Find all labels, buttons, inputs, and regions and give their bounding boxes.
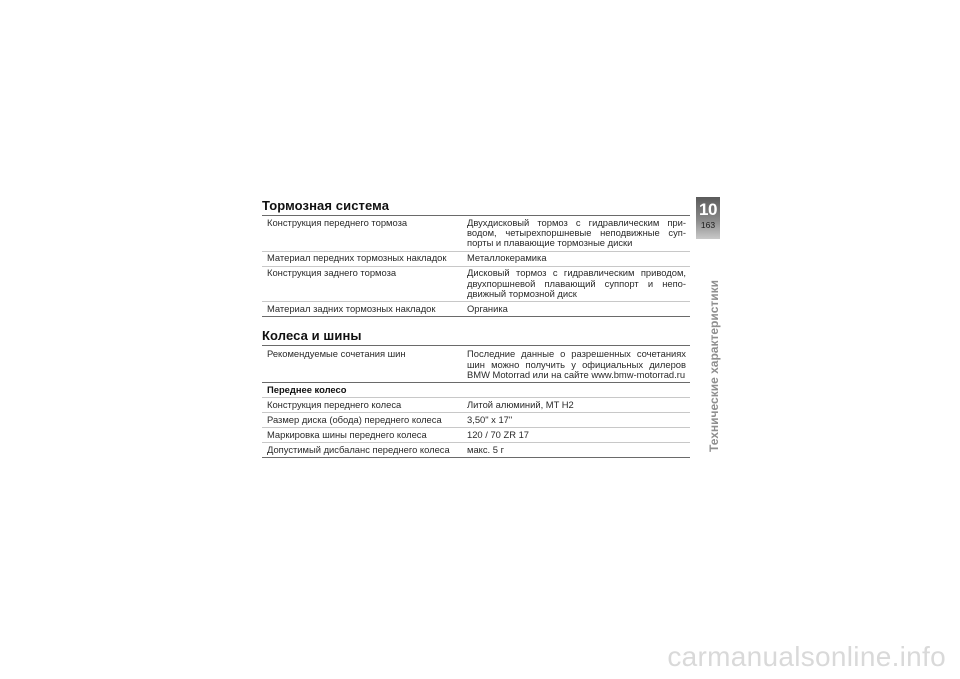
row-label: Размер диска (обода) переднего колеса [267,413,442,425]
table-row [262,346,690,383]
watermark: carmanualsonline.info [667,641,946,672]
row-value: макс. 5 г [467,443,505,455]
row-value: Последние данные о разрешенных сочетаниях шин можно получить у официальных дилеров BMW Motorrad или на сайте www.bmw-motorrad.ru [467,348,686,381]
manual-page [262,198,690,458]
row-label: Конструкция переднего тормоза [267,216,408,228]
page-number: 163 [700,220,716,230]
table-row [262,428,690,443]
row-label: Допустимый дисбаланс переднего колеса [267,443,450,455]
subheading-front-wheel: Переднее колесо [267,383,347,395]
row-value: Двухдисковый тормоз с гидравлическим при-водом, четырехпоршневые неподвижные суп-порты и плавающие тормозные диски [467,216,686,249]
table-row [262,443,690,458]
row-label: Конструкция заднего тормоза [267,267,397,279]
table-row [262,413,690,428]
row-value: 120 / 70 ZR 17 [467,428,530,440]
table-row [262,267,690,303]
row-value: 3,50" x 17" [467,413,513,425]
table-row [262,252,690,267]
row-value: Литой алюминий, MT H2 [467,398,574,410]
row-label: Маркировка шины переднего колеса [267,428,427,440]
brakes-table [262,216,690,317]
table-row [262,216,690,252]
row-value: Металлокерамика [467,252,547,264]
chapter-number: 10 [699,200,717,219]
row-value: Органика [467,302,508,314]
wheels-table [262,346,690,458]
row-label: Конструкция переднего колеса [267,398,402,410]
row-label: Материал передних тормозных накладок [267,252,447,264]
row-label: Материал задних тормозных накладок [267,302,436,314]
table-subheading [262,383,690,398]
chapter-tab [696,197,720,239]
chapter-side-title: Технические характеристики [707,279,721,452]
row-label: Рекомендуемые сочетания шин [267,348,406,360]
table-row [262,302,690,317]
section-title-wheels: Колеса и шины [262,328,362,344]
table-row [262,398,690,413]
section-title-brakes: Тормозная система [262,198,390,213]
row-value: Дисковый тормоз с гидравлическим приводом, двухпоршневой плавающий суппорт и непо-движный тормозной диск [467,267,686,299]
